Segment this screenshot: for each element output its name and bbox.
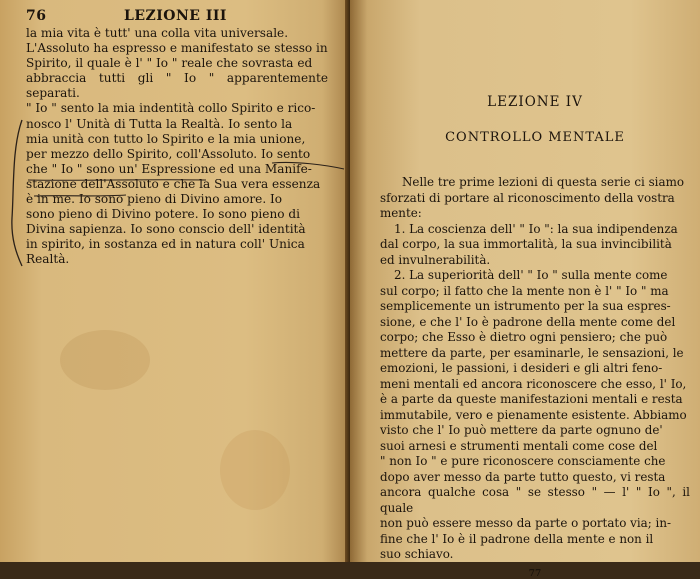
left-line: Spirito, il quale è l' " Io " reale che sovrasta ed bbox=[26, 56, 313, 71]
left-line: Realtà. bbox=[26, 252, 70, 267]
left-running-head bbox=[26, 8, 328, 24]
point-line: fine che l' Io è il padrone della mente e non il bbox=[380, 531, 654, 546]
left-line: per mezzo dello Spirito, coll'Assoluto. Io sento bbox=[26, 146, 311, 161]
point-line: semplicemente un istrumento per la sua espres- bbox=[380, 299, 671, 313]
point-line: 2. La superiorità dell' " Io " sulla mente come bbox=[394, 268, 668, 282]
left-line: la mia vita è tutt' una colla vita universale. bbox=[26, 26, 289, 40]
point-line: mettere da parte, per esaminarle, le sensazioni, le bbox=[380, 345, 684, 360]
paper-stain bbox=[60, 330, 150, 390]
left-line: è in me. Io sono pieno di Divino amore. Io bbox=[26, 192, 283, 207]
right-page-number: 77 bbox=[528, 568, 542, 579]
left-line: che " Io " sono un' Espressione ed una Manife- bbox=[26, 161, 312, 176]
intro-line: sforzati di portare al riconoscimento della vostra bbox=[380, 190, 675, 205]
point-line: suoi arnesi e strumenti mentali come cose del bbox=[380, 438, 658, 453]
point-line: dopo aver messo da parte tutto questo, vi resta bbox=[380, 469, 666, 484]
pencil-bracket-mark bbox=[8, 118, 28, 268]
paper-stain bbox=[220, 430, 290, 510]
left-line: in spirito, in sostanza ed in natura coll' Unica bbox=[26, 237, 305, 252]
left-body-text bbox=[26, 26, 328, 268]
left-line: Divina sapienza. Io sono conscio dell' identità bbox=[26, 222, 306, 237]
left-running-title: LEZIONE III bbox=[124, 8, 227, 24]
lesson-title: LEZIONE IV bbox=[487, 94, 583, 110]
point-line: è a parte da queste manifestazioni mentali e resta bbox=[380, 392, 683, 406]
left-line: " Io " sento la mia indentità collo Spirito e rico- bbox=[26, 101, 316, 116]
point-line: visto che l' Io può mettere da parte ognuno de' bbox=[380, 423, 663, 437]
right-body-text bbox=[380, 175, 690, 563]
left-line: stazione dell'Assoluto e che la Sua vera essenza bbox=[26, 176, 321, 191]
point-line: non può essere messo da parte o portato via; in- bbox=[380, 516, 672, 530]
left-page bbox=[0, 0, 350, 562]
point-line: suo schiavo. bbox=[380, 547, 454, 561]
pencil-underline-mark bbox=[26, 159, 346, 199]
left-line: sono pieno di Divino potere. Io sono pieno di bbox=[26, 207, 300, 222]
point-line: emozioni, le passioni, i desideri e gli altri feno- bbox=[380, 361, 663, 375]
point-line: " non Io " e pure riconoscere consciamente che bbox=[380, 454, 666, 468]
intro-line: Nelle tre prime lezioni di questa serie ci siamo bbox=[402, 175, 685, 189]
point-line: corpo; che Esso è dietro ogni pensiero; che può bbox=[380, 330, 668, 344]
point-line: ed invulnerabilità. bbox=[380, 252, 491, 267]
point-line: 1. La coscienza dell' " Io ": la sua indipendenza bbox=[394, 221, 678, 236]
point-line: immutabile, vero e pienamente esistente. Abbiamo bbox=[380, 407, 687, 422]
left-line: abbraccia tutti gli " Io " apparentemente separati. bbox=[26, 71, 328, 101]
right-page bbox=[350, 0, 700, 579]
point-line: dal corpo, la sua immortalità, la sua invincibilità bbox=[380, 237, 672, 251]
point-line: sione, e che l' Io è padrone della mente come del bbox=[380, 314, 676, 329]
left-line: nosco l' Unità di Tutta la Realtà. Io sento la bbox=[26, 116, 293, 131]
point-line: meni mentali ed ancora riconoscere che esso, l' Io, bbox=[380, 376, 687, 391]
intro-line: mente: bbox=[380, 206, 422, 220]
left-line: mia unità con tutto lo Spirito e la mia unione, bbox=[26, 131, 306, 146]
point-line: sul corpo; il fatto che la mente non è l' " Io " ma bbox=[380, 283, 669, 298]
left-page-number: 76 bbox=[26, 8, 47, 24]
chapter-title: CONTROLLO MENTALE bbox=[445, 130, 625, 145]
point-line: ancora qualche cosa " se stesso " — l' " Io ", il quale bbox=[380, 485, 690, 515]
left-line: L'Assoluto ha espresso e manifestato se stesso in bbox=[26, 41, 328, 56]
